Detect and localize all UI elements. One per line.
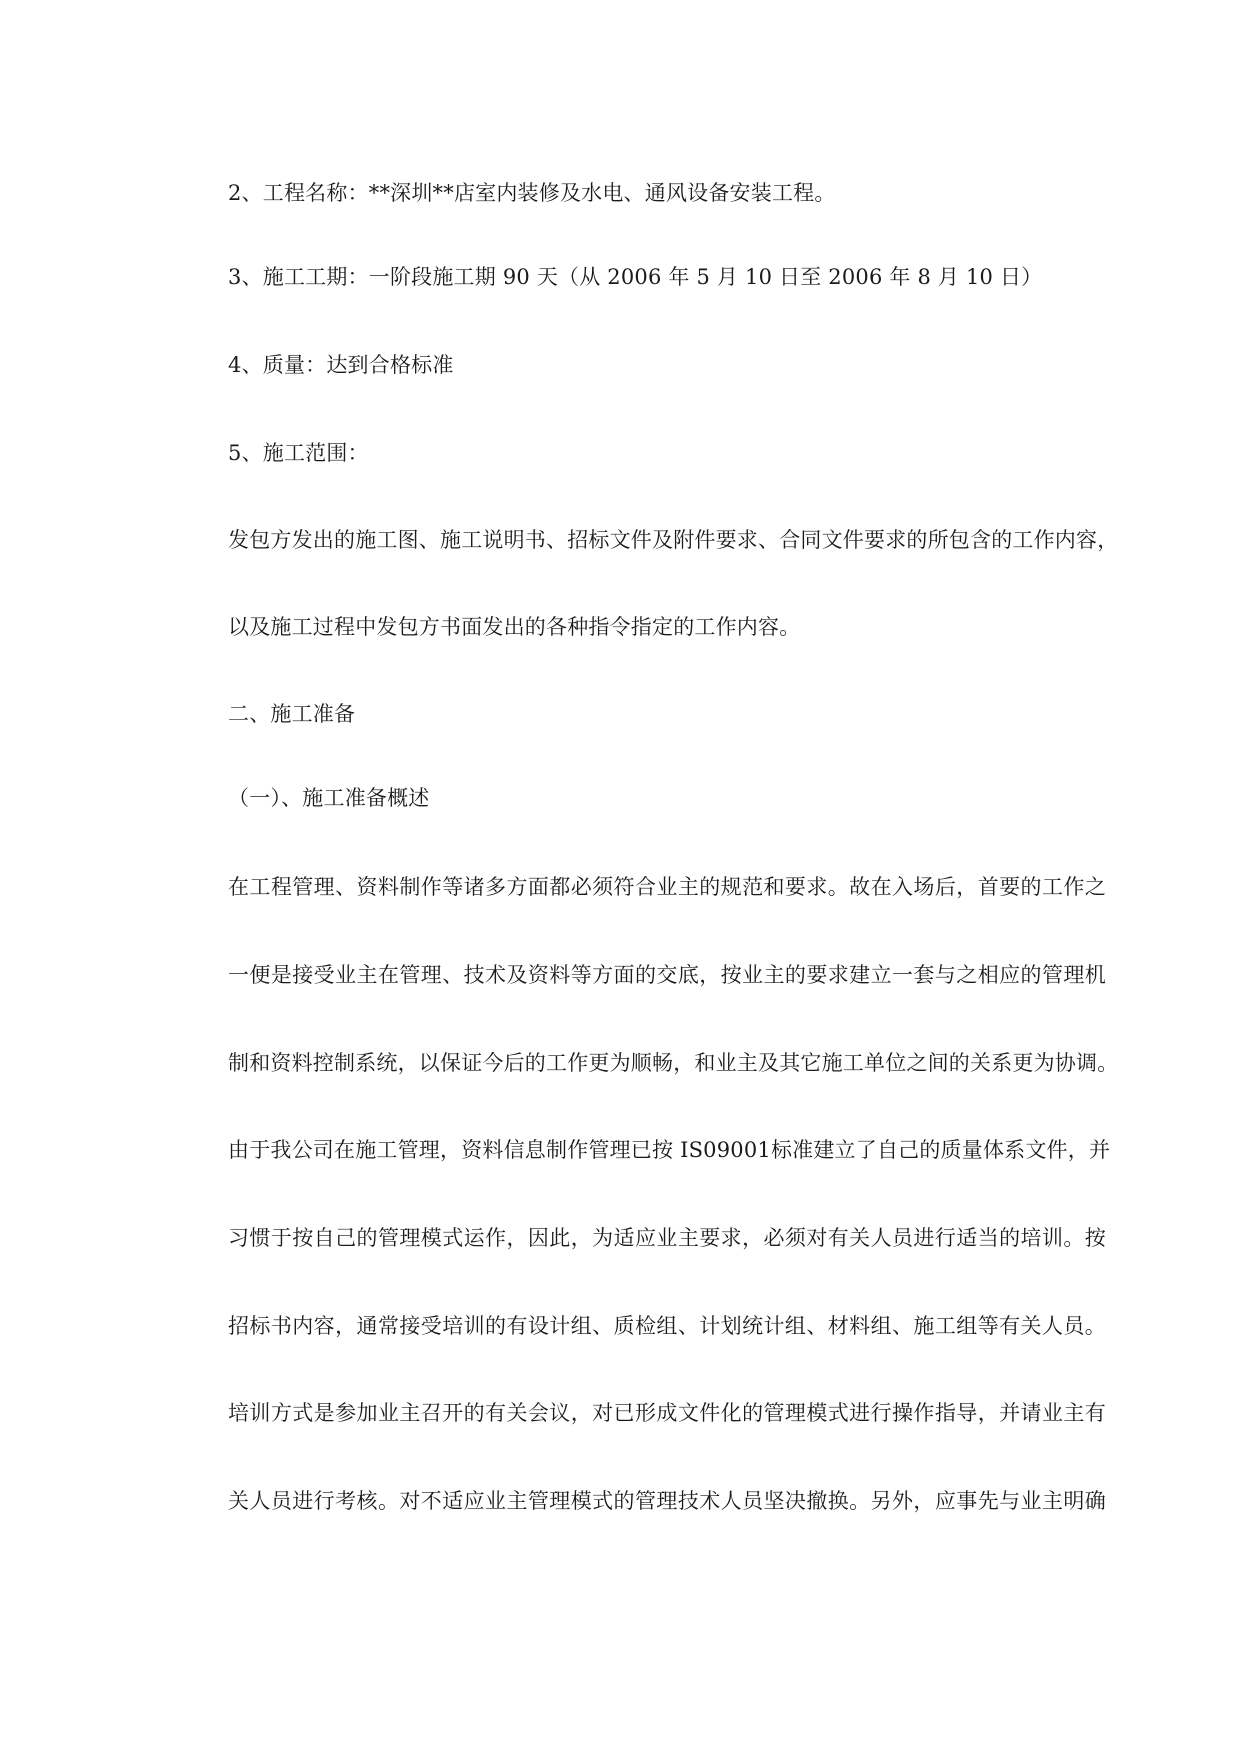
text-line-scope-2: 以及施工过程中发包方书面发出的各种指令指定的工作内容。 [228, 615, 801, 639]
subsection-heading-overview: （一）、施工准备概述 [228, 786, 430, 810]
paragraph-line-6: 招标书内容，通常接受培训的有设计组、质检组、计划统计组、材料组、施工组等有关人员。 [228, 1314, 1106, 1338]
paragraph-line-7: 培训方式是参加业主召开的有关会议，对已形成文件化的管理模式进行操作指导，并请业主有 [228, 1401, 1106, 1425]
paragraph-line-2: 一便是接受业主在管理、技术及资料等方面的交底，按业主的要求建立一套与之相应的管理机 [228, 963, 1106, 987]
text-line-project-name: 2、工程名称：**深圳**店室内装修及水电、通风设备安装工程。 [228, 181, 836, 205]
paragraph-line-3: 制和资料控制系统，以保证今后的工作更为顺畅，和业主及其它施工单位之间的关系更为协调。 [228, 1051, 1119, 1075]
text-line-quality: 4、质量：达到合格标准 [228, 353, 454, 377]
text-line-scope-1: 发包方发出的施工图、施工说明书、招标文件及附件要求、合同文件要求的所包含的工作内容， [228, 528, 1119, 552]
paragraph-line-8: 关人员进行考核。对不适应业主管理模式的管理技术人员坚决撤换。另外，应事先与业主明确 [228, 1489, 1106, 1513]
section-heading-preparation: 二、施工准备 [228, 702, 356, 726]
paragraph-line-5: 习惯于按自己的管理模式运作，因此，为适应业主要求，必须对有关人员进行适当的培训。按 [228, 1226, 1106, 1250]
paragraph-line-1: 在工程管理、资料制作等诸多方面都必须符合业主的规范和要求。故在入场后，首要的工作之 [228, 875, 1106, 899]
text-line-scope-heading: 5、施工范围： [228, 441, 369, 465]
text-line-construction-period: 3、施工工期：一阶段施工期 90 天（从 2006 年 5 月 10 日至 2006 年 8 月 10 日） [228, 265, 1043, 289]
paragraph-line-4: 由于我公司在施工管理，资料信息制作管理已按 IS09001标准建立了自己的质量体系文件，并 [228, 1138, 1111, 1162]
